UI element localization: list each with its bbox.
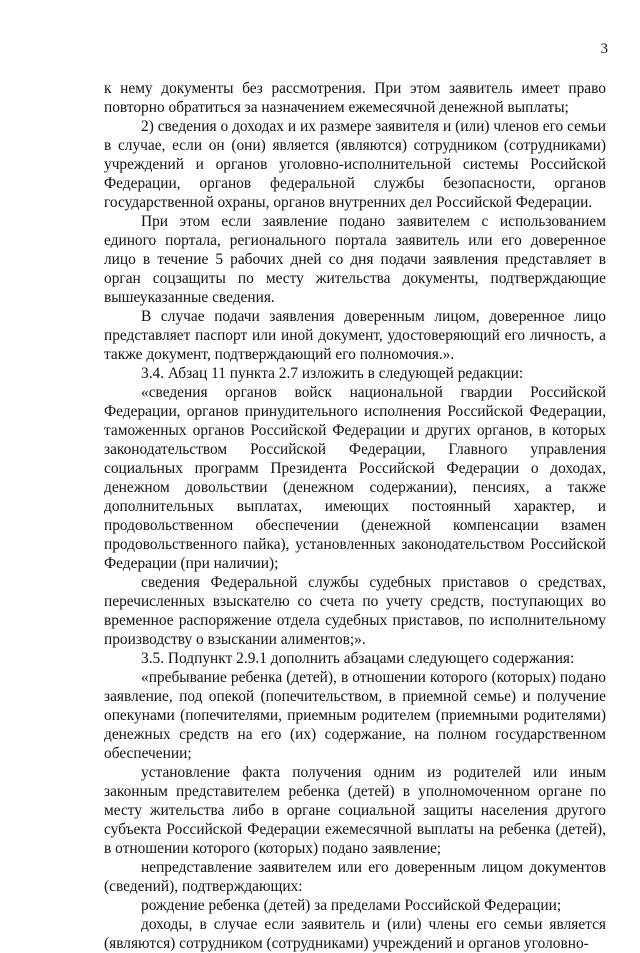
paragraph-birth-abroad: рождение ребенка (детей) за пределами Российской Федерации; — [141, 897, 562, 914]
paragraph-portal-submission: При этом если заявление подано заявителем с использованием единого портала, регионального портала заявитель или его доверенное лицо в течение 5 рабочих дней со дня подачи заявления представляет в орган соцзащиты по месту жительства документы, подтверждающие вышеуказанные сведения. — [104, 213, 606, 306]
page-number: 3 — [600, 41, 608, 57]
paragraph-guardianship: «пребывание ребенка (детей), в отношении которого (которых) подано заявление, под опекой (попечительством, в приемной семье) и получение опекунами (попечителями, приемным родителем (приемными родителями) денежных средств на его (их) содержание, на полном государственном обеспечении; — [104, 669, 606, 762]
paragraph-clause-3-4: 3.4. Абзац 11 пункта 2.7 изложить в следующей редакции: — [141, 365, 524, 382]
paragraph-continuation: к нему документы без рассмотрения. При этом заявитель имеет право повторно обратиться за назначением ежемесячной денежной выплаты; — [104, 80, 606, 116]
document-body — [104, 79, 606, 953]
paragraph-proxy-submission: В случае подачи заявления доверенным лицом, доверенное лицо представляет паспорт или иной документ, удостоверяющий его личность, а также документ, подтверждающий его полномочия.». — [104, 308, 606, 363]
paragraph-missing-documents: непредставление заявителем или его доверенным лицом документов (сведений), подтверждающих: — [104, 859, 606, 895]
paragraph-income-employees: доходы, в случае если заявитель и (или) члены его семьи является (являются) сотрудником (сотрудниками) учреждений и органов уголовно- — [104, 916, 606, 952]
paragraph-payment-fact: установление факта получения одним из родителей или иным законным представителем ребенка (детей) в уполномоченном органе по месту жительства либо в органе социальной защиты населения другого субъекта Российской Федерации ежемесячной выплаты на ребенка (детей), в отношении которого (которых) подано заявление; — [104, 764, 606, 857]
paragraph-national-guard-info: «сведения органов войск национальной гвардии Российской Федерации, органов принудительного исполнения Российской Федерации, таможенных органов Российской Федерации и других органов, в которых законодательством Российской Федерации, Главного управления социальных программ Президента Российской Федерации о доходах, денежном довольствии (денежном содержании), пенсиях, а также дополнительных выплатах, имеющих постоянный характер, и продовольственном обеспечении (денежной компенсации взамен продовольственного пайка), установленных законодательством Российской Федерации (при наличии); — [104, 384, 606, 572]
paragraph-bailiff-info: сведения Федеральной службы судебных приставов о средствах, перечисленных взыскателю со счета по учету средств, поступающих во временное распоряжение отдела судебных приставов, по исполнительному производству о взыскании алиментов;». — [104, 574, 606, 648]
paragraph-clause-3-5: 3.5. Подпункт 2.9.1 дополнить абзацами следующего содержания: — [141, 650, 575, 667]
paragraph-income-info: 2) сведения о доходах и их размере заявителя и (или) членов его семьи в случае, если он (они) является (являются) сотрудником (сотрудниками) учреждений и органов уголовно-исполнительной системы Российской Федерации, органов федеральной службы безопасности, органов государственной охраны, органов внутренних дел Российской Федерации. — [104, 118, 606, 211]
